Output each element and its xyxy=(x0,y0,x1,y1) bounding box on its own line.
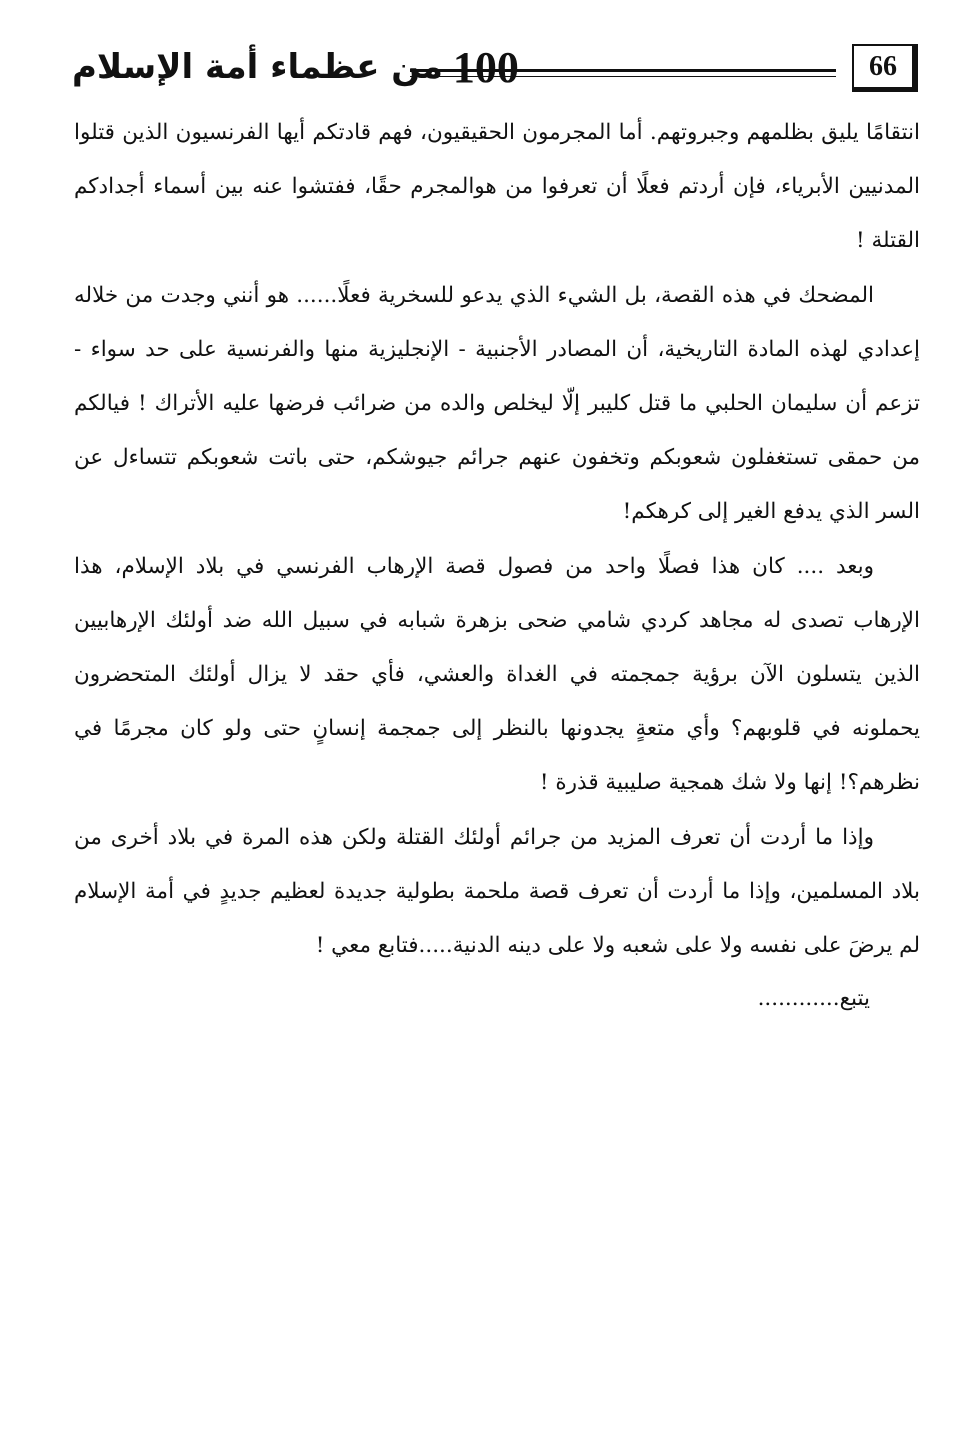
page-number: 66 xyxy=(852,44,918,92)
page-header xyxy=(72,40,918,96)
paragraph: انتقامًا يليق بظلمهم وجبروتهم. أما المجرمون الحقيقيون، فهم قادتكم أيها الفرنسيون الذين قتلوا المدنيين الأبرياء، فإن أردتم فعلًا أن تعرفوا من هوالمجرم حقًا، ففتشوا عنه بين أسماء أجدادكم القتلة ! xyxy=(74,120,920,253)
body-text xyxy=(74,106,920,973)
book-title-number: 100 xyxy=(452,42,519,92)
paragraph: المضحك في هذه القصة، بل الشيء الذي يدعو للسخرية فعلًا...... هو أنني وجدت من خلاله إعدادي لهذه المادة التاريخية، أن المصادر الأجنبية - الإنجليزية منها والفرنسية على حد سواء - تزعم أن سليمان الحلبي ما قتل كليبر إلّا ليخلص والده من ضرائب فرضها عليه الأتراك ! فيالكم من حمقى تستغفلون شعوبكم وتخفون عنهم جرائم جيوشكم، حتى باتت شعوبكم تتساءل عن السر الذي يدفع الغير إلى كرهكم! xyxy=(74,283,920,524)
paragraph: وبعد .... كان هذا فصلًا واحد من فصول قصة الإرهاب الفرنسي في بلاد الإسلام، هذا الإرهاب تصدى له مجاهد كردي شامي ضحى بزهرة شبابه في سبيل الله ضد أولئك الإرهابيين الذين يتسلون الآن برؤية جمجمته في الغداة والعشي، فأي حقد لا يزال أولئك المتحضرون يحملونه في قلوبهم؟ وأي متعةٍ يجدونها بالنظر إلى جمجمة إنسانٍ حتى ولو كان مجرمًا في نظرهم؟! إنها ولا شك همجية صليبية قذرة ! xyxy=(74,554,920,795)
header-rule xyxy=(410,69,836,72)
book-title-text: من عظماء أمة الإسلام xyxy=(72,47,443,87)
book-title xyxy=(72,42,519,92)
paragraph: وإذا ما أردت أن تعرف المزيد من جرائم أولئك القتلة ولكن هذه المرة في بلاد أخرى من بلاد المسلمين، وإذا ما أردت أن تعرف قصة ملحمة بطولية جديدة لعظيم جديدٍ في أمة الإسلام لم يرضَ على نفسه ولا على شعبه ولا على دينه الدنية.....فتابع معي ! xyxy=(74,825,920,958)
header-rule-thin xyxy=(410,76,836,77)
to-be-continued: يتبع............ xyxy=(757,986,870,1011)
